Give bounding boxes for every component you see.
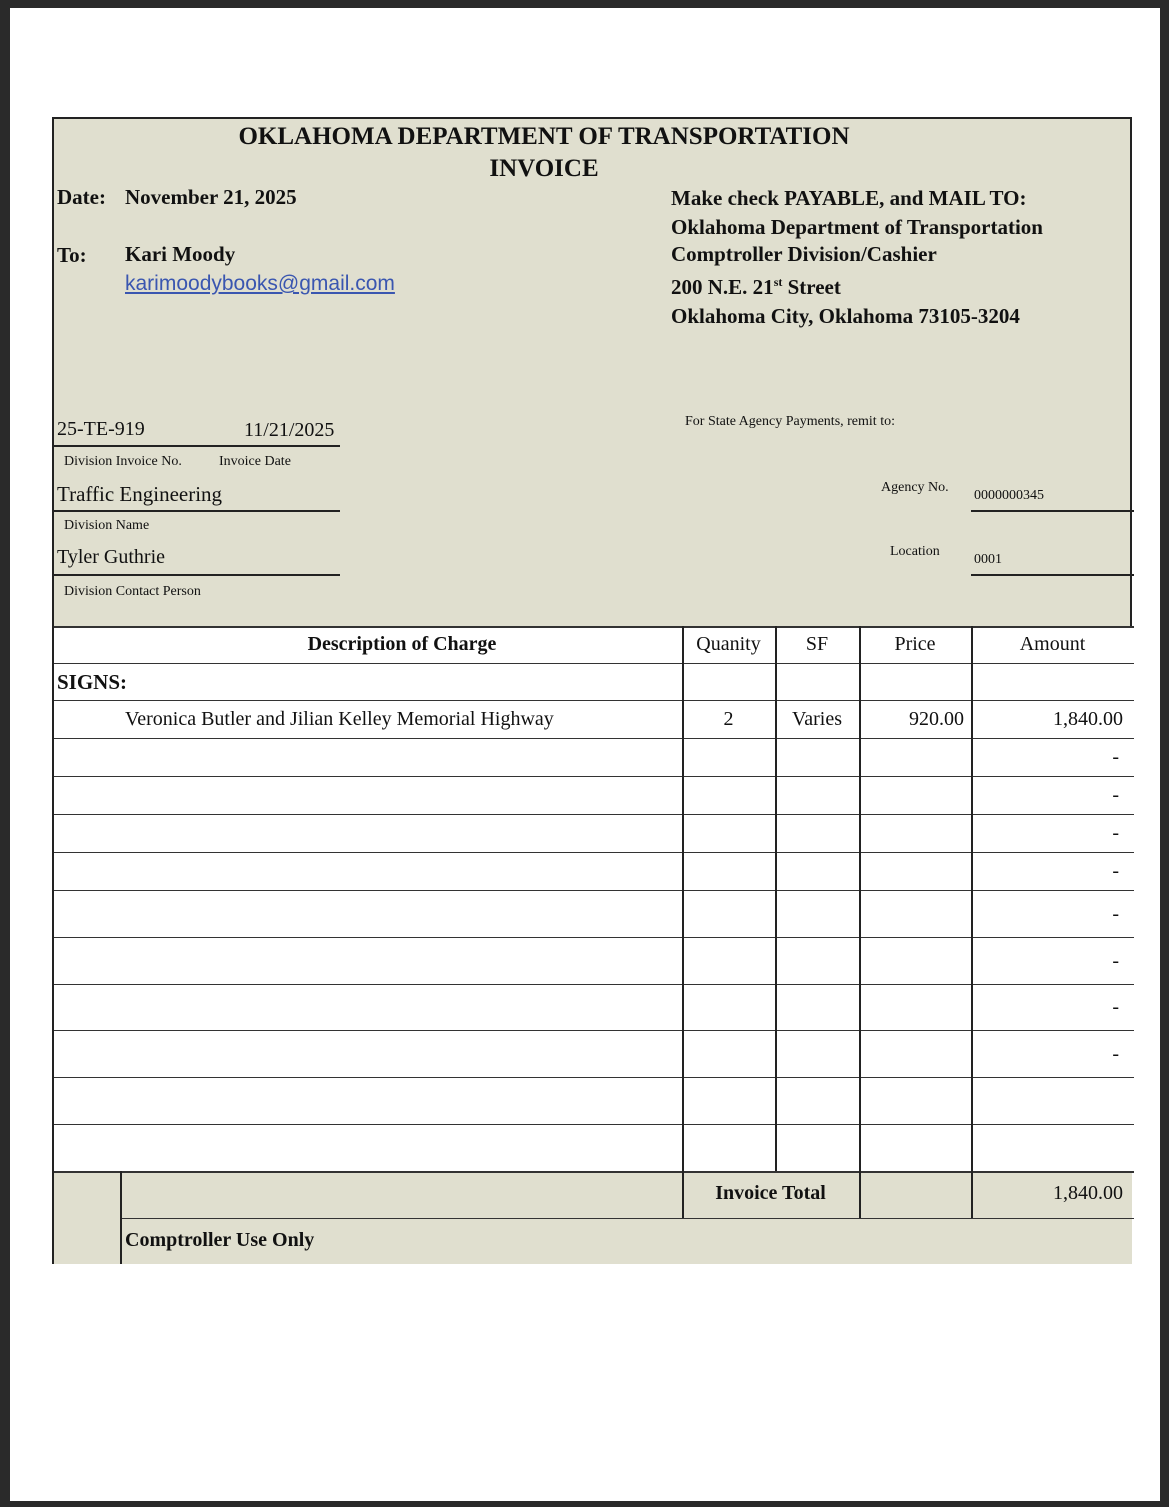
division-name: Traffic Engineering — [57, 482, 223, 506]
divider — [54, 510, 340, 512]
invoice-page — [10, 8, 1160, 1501]
divider — [54, 445, 340, 447]
payable-city: Oklahoma City, Oklahoma 73105-3204 — [671, 304, 1020, 328]
row-amount: 1,840.00 — [1053, 708, 1123, 730]
agency-no-label: Agency No. — [881, 480, 949, 495]
column-divider — [120, 1171, 122, 1264]
col-header-amount: Amount — [1019, 633, 1086, 655]
to-label: To: — [57, 243, 87, 267]
remit-label: For State Agency Payments, remit to: — [685, 414, 895, 429]
divider — [54, 574, 340, 576]
payable-org: Oklahoma Department of Transportation — [671, 215, 1043, 239]
payable-division: Comptroller Division/Cashier — [671, 242, 937, 266]
row-amount: - — [1112, 784, 1119, 806]
division-invoice-date: 11/21/2025 — [244, 419, 335, 441]
location-label: Location — [890, 544, 940, 559]
row-price: 920.00 — [909, 708, 964, 730]
row-amount: - — [1112, 996, 1119, 1018]
invoice-date-label: Invoice Date — [219, 454, 291, 469]
invoice-total-label: Invoice Total — [715, 1182, 826, 1204]
col-header-quantity: Quanity — [696, 633, 761, 655]
comptroller-use-label: Comptroller Use Only — [125, 1229, 315, 1251]
row-amount: - — [1112, 822, 1119, 844]
invoice-total-amount: 1,840.00 — [1053, 1182, 1123, 1204]
divider — [120, 1218, 1134, 1219]
agency-no: 0000000345 — [974, 488, 1044, 503]
invoice-title: INVOICE — [489, 155, 599, 182]
recipient-name: Kari Moody — [125, 242, 236, 266]
divider — [971, 574, 1134, 576]
row-quantity: 2 — [723, 708, 734, 730]
row-sf: Varies — [792, 708, 842, 730]
payable-heading: Make check PAYABLE, and MAIL TO: — [671, 186, 1027, 210]
division-invoice-no: 25-TE-919 — [57, 418, 145, 440]
recipient-email-link[interactable]: karimoodybooks@gmail.com — [125, 272, 395, 295]
invoice-date-text: November 21, 2025 — [125, 185, 297, 209]
invoice-form — [52, 117, 1132, 1264]
section-label-signs: SIGNS: — [57, 670, 128, 694]
col-header-sf: SF — [805, 633, 829, 655]
row-amount: - — [1112, 903, 1119, 925]
col-header-description: Description of Charge — [307, 633, 497, 655]
payable-street: 200 N.E. 21st Street — [671, 275, 841, 299]
row-amount: - — [1112, 860, 1119, 882]
division-invoice-no-label: Division Invoice No. — [64, 454, 182, 469]
location-code: 0001 — [974, 552, 1002, 567]
division-contact-label: Division Contact Person — [64, 584, 201, 599]
col-header-price: Price — [894, 633, 936, 655]
row-description: Veronica Butler and Jilian Kelley Memorial Highway — [125, 708, 554, 730]
date-label: Date: — [57, 185, 106, 209]
row-amount: - — [1112, 1043, 1119, 1065]
division-name-label: Division Name — [64, 518, 150, 533]
divider — [971, 510, 1134, 512]
org-title: OKLAHOMA DEPARTMENT OF TRANSPORTATION — [238, 123, 850, 150]
row-amount: - — [1112, 950, 1119, 972]
division-contact: Tyler Guthrie — [57, 546, 166, 568]
row-amount: - — [1112, 746, 1119, 768]
